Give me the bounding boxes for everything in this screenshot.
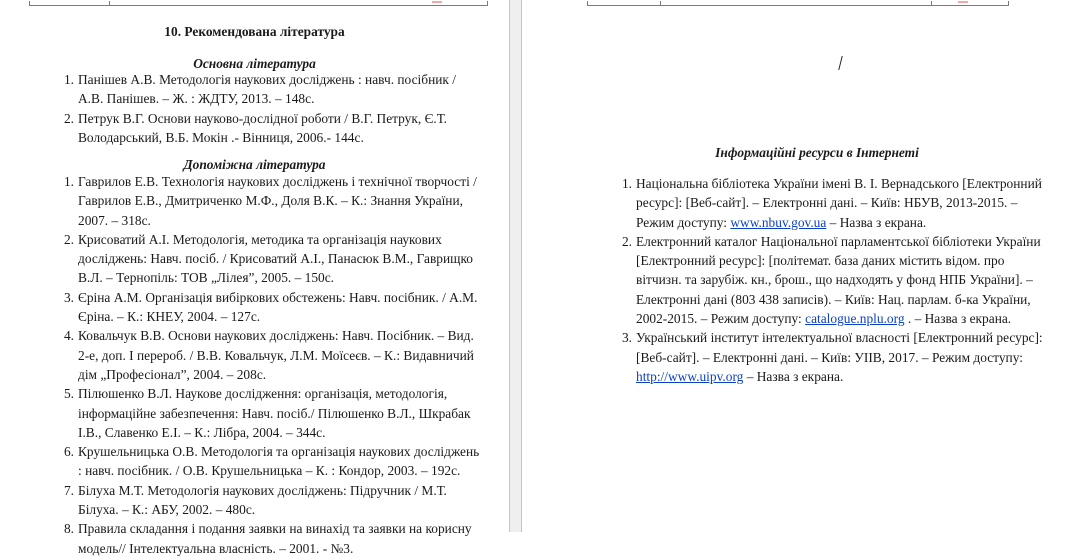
- item-number: 2.: [621, 233, 632, 249]
- item-text: Ковальчук В.В. Основи наукових досліджень: Навч. Посібник. – Вид. 2-е, доп. І перероб. / В.В. Ковальчук, Л.М. Моїсеєв. – К.: Видавничий дім „Професіонал”, 2004. – 208с.: [78, 328, 474, 382]
- item-number: 5.: [63, 386, 74, 402]
- document-page-left: [0, 0, 509, 556]
- item-number: 1.: [63, 174, 74, 189]
- item-text: Гаврилов Е.В. Технологія наукових досліджень і технічної творчості / Гаврилов Е.В., Дмитриченко М.Ф., Доля В.К. – К.: Знання України, 2007. – 318с.: [78, 174, 477, 228]
- item-text: Український інститут інтелектуальної власності [Електронний ресурс]: [Веб-сайт]. – Електронні дані. – Київ: УІІВ, 2017. – Режим доступу:: [636, 330, 1043, 365]
- item-number: 1.: [621, 176, 632, 191]
- item-text: Єріна А.М. Організація вибіркових обстежень: Навч. посібник. / А.М. Єріна. – К.: КНЕУ, 2004. – 127с.: [78, 289, 478, 325]
- text-cursor: [838, 56, 842, 70]
- list-item: [52, 230, 482, 288]
- item-text: Національна бібліотека України імені В. І. Вернадського [Електронний ресурс]: [Веб-сайт]. – Електронні дані. – Київ: НБУВ, 2013-2015. – Режим доступу:: [636, 176, 1042, 230]
- internet-resources-list: [610, 174, 1050, 386]
- main-literature-heading: Основна література: [193, 56, 316, 71]
- item-number: 2.: [63, 110, 74, 126]
- page-separator: [509, 0, 522, 532]
- list-item: [52, 384, 482, 442]
- main-literature-list: [52, 70, 472, 147]
- internet-resources-heading: Інформаційні ресурси в Інтернеті: [715, 145, 919, 160]
- list-item: [52, 70, 472, 109]
- section-title: 10. Рекомендована література: [164, 24, 345, 39]
- item-text: Правила складання і подання заявки на винахід та заявки на корисну модель// Інтелектуальна власність. – 2001. - №3.: [78, 521, 472, 556]
- list-item: [52, 442, 482, 481]
- item-text: Пілюшенко В.Л. Наукове дослідження: організація, методологія, інформаційне забезпечення: Навч. посіб./ Пілюшенко В.Л., Шкрабак І.В., Славенко Е.І. – К.: Лібра, 2004. – 344с.: [78, 386, 471, 440]
- nplu-catalogue-link[interactable]: catalogue.nplu.org: [805, 311, 905, 327]
- list-item: [52, 519, 482, 558]
- item-text: Білуха М.Т. Методологія наукових досліджень: Підручник / М.Т. Білуха. – К.: АБУ, 2002. – 480с.: [78, 482, 447, 518]
- item-number: 3.: [63, 289, 74, 305]
- aux-literature-heading: Допоміжна література: [183, 157, 326, 172]
- list-item: [610, 232, 1050, 328]
- list-item: [610, 328, 1050, 386]
- list-item: [52, 109, 472, 148]
- item-number: 1.: [63, 72, 74, 87]
- item-number: 7.: [63, 482, 74, 498]
- item-text: Електронний каталог Національної парламентської бібліотеки України [Електронний ресурс]: [політемат. база даних містить відом. про вітчизн. та зарубіж. кн., брош., що надходять у фонд НПБ України]. – Електронні дані (803 438 записів). – Київ: Нац. парлам. б-ка України, 2002-2015. – Режим доступу:: [636, 233, 1041, 327]
- previous-table-bottom-border: [29, 0, 488, 6]
- list-item: [52, 172, 482, 230]
- list-item: [52, 288, 482, 327]
- document-page-right: [522, 0, 1069, 532]
- item-number: 3.: [621, 330, 632, 346]
- item-text-tail: . – Назва з екрана.: [904, 311, 1012, 327]
- list-item: [52, 326, 482, 384]
- item-number: 6.: [63, 444, 74, 460]
- uipv-link[interactable]: http://www.uipv.org: [636, 368, 744, 384]
- spellcheck-mark: [958, 1, 968, 3]
- item-text: Крисоватий А.І. Методологія, методика та організація наукових досліджень: Навч. посіб. / Крисоватий А.І., Панасюк В.М., Гаврищко В.Л. – Тернопіль: ТОВ „Лілея”, 2005. – 150с.: [78, 231, 473, 286]
- item-text-tail: – Назва з екрана.: [826, 214, 927, 230]
- nbuv-link[interactable]: www.nbuv.gov.ua: [730, 214, 827, 230]
- item-text: Панішев А.В. Методологія наукових досліджень : навч. посібник / А.В. Панішев. – Ж. : ЖДТУ, 2013. – 148с.: [78, 72, 456, 107]
- item-text: Петрук В.Г. Основи науково-дослідної роботи / В.Г. Петрук, Є.Т. Володарський, В.Б. Мокін .- Вінниця, 2006.- 144с.: [78, 110, 447, 145]
- item-number: 8.: [63, 521, 74, 537]
- previous-table-bottom-border: [587, 0, 1009, 6]
- item-text-tail: – Назва з екрана.: [743, 368, 844, 384]
- list-item: [610, 174, 1050, 232]
- spellcheck-mark: [432, 1, 442, 3]
- item-number: 2.: [63, 231, 74, 247]
- aux-literature-list: [52, 172, 482, 558]
- list-item: [52, 481, 482, 520]
- item-text: Крушельницька О.В. Методологія та організація наукових досліджень : навч. посібник. / О.В. Крушельницька – К. : Кондор, 2003. – 192с.: [78, 444, 480, 479]
- item-number: 4.: [63, 328, 74, 344]
